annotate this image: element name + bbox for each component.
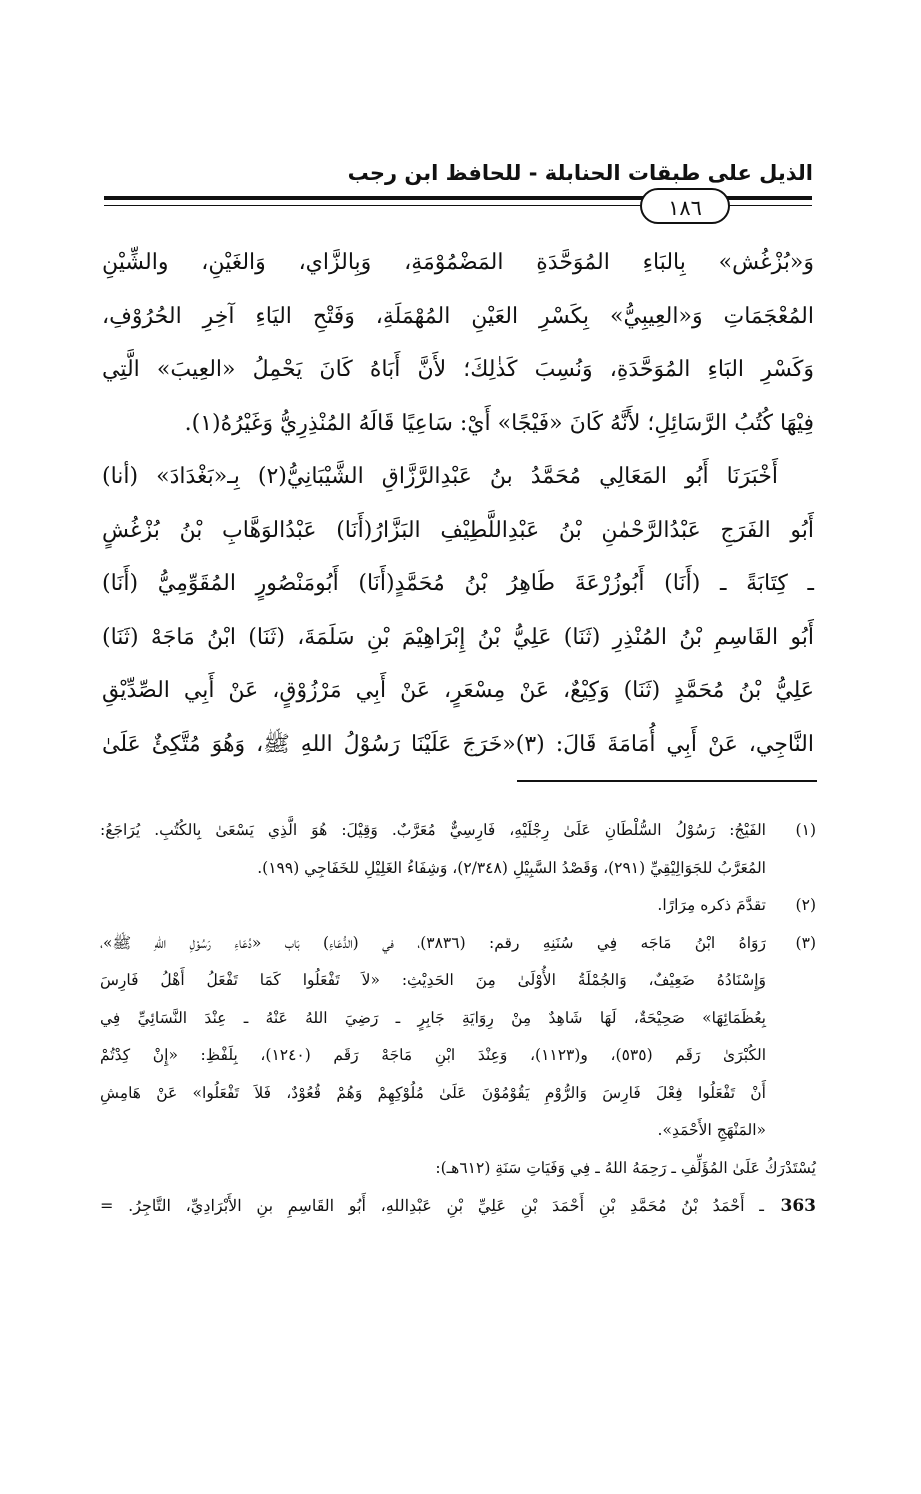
entry-number: 363 (780, 1196, 816, 1216)
paragraph-line: المُعْجَمَاتِ وَ«العِيبِيُّ» بِكَسْرِ العَيْنِ المُهْمَلَةِ، وَفَتْحِ اليَاءِ آخِرِ الحُرُوْفِ، (102, 303, 814, 329)
footnote-text (100, 925, 766, 1150)
entry-text: ـ أَحْمَدُ بْنُ مُحَمَّدِ بْنِ أَحْمَدَ بْنِ عَلِيِّ بْنِ عَبْدِاللهِ، أَبُو القَاسِمِ بنِ الأَبْرَادِيِّ، التَّاجِرُ. = (100, 1196, 764, 1215)
footnote-line: رَوَاهُ ابْنُ مَاجَه فِي سُنَنِهِ رقم: (٣٨٣٦)، في (الدُّعَاءِ) بَاب «دُعَاءِ رَسُوْلِ اللهِ ﷺ»، (100, 933, 766, 952)
addendum-entry (100, 1187, 816, 1225)
footnote-line: الفَيْجُ: رَسُوْلُ السُّلْطَانِ عَلَىٰ رِجْلَيْهِ، فَارِسِيٌّ مُعَرَّبٌ. وَقِيْلَ: هُوَ الَّذِي يَسْعَىٰ بِالكُتُبِ. يُرَاجَعُ: (100, 821, 766, 839)
footnote-line: «المَنْهَجِ الأَحْمَدِ». (657, 1121, 766, 1139)
paragraph-line: أَبُو الفَرَجِ عَبْدُالرَّحْمٰنِ بْنُ عَبْدِاللَّطِيْفِ البَزَّارُ(أَنَا) عَبْدُالوَهَّابِ بْنُ بُزْغُشٍ (102, 517, 814, 543)
paragraph-line: وَ«بُزْغُش» بِالبَاءِ المُوَحَّدَةِ المَضْمُوْمَةِ، وَبِالزَّاي، وَالغَيْنِ، والشِّيْنِ (102, 250, 814, 275)
footnotes (100, 812, 816, 1225)
footnote-line: المُعَرَّبُ للجَوَالِيْقِيِّ (٢٩١)، وَقَصْدُ السَّبِيْلِ (٢/٣٤٨)، وَشِفَاءُ الغَلِيْلِ للخَفَاجِي (١٩٩). (257, 858, 766, 877)
paragraph-line: وَكَسْرِ البَاءِ المُوَحَّدَةِ، وَنُسِبَ كَذٰلِكَ؛ لأَنَّ أَبَاهُ كَانَ يَحْمِلُ «العِيبَ» الَّتِي (102, 357, 814, 382)
footnote (100, 812, 816, 887)
footnote-number: (٣) (795, 933, 816, 952)
footnote-separator (517, 780, 817, 782)
running-title: الذيل على طبقات الحنابلة - للحافظ ابن رجب (347, 161, 813, 185)
paragraph-line: النَّاجِي، عَنْ أَبِي أُمَامَةَ قَالَ: (٣)«خَرَجَ عَلَيْنَا رَسُوْلُ اللهِ ﷺ، وَهُوَ مُتَّكِئٌ عَلَىٰ (102, 731, 814, 757)
main-text (102, 236, 814, 771)
addendum-heading: يُسْتَدْرَكُ عَلَىٰ المُؤَلِّفِ ـ رَحِمَهُ اللهُ ـ فِي وَفَيَاتِ سَنَةِ (٦١٢هـ): (435, 1158, 816, 1177)
paragraph-line: ـ كِتَابَةً ـ (أَنَا) أَبُوزُرْعَةَ طَاهِرُ بْنُ مُحَمَّدٍ(أَنَا) أَبُومَنْصُورٍ المُقَوِّمِيُّ (أَنَا) (102, 571, 814, 596)
paragraph-line: فِيْهَا كُتُبُ الرَّسَائِلِ؛ لأَنَّهُ كَانَ «فَيْجًا» أَيْ: سَاعِيًا قَالَهُ المُنْذِرِيُّ وَغَيْرُهُ(١). (184, 410, 814, 436)
page-number: ١٨٦ (640, 188, 730, 224)
paragraph-line: أَبُو القَاسِمِ بْنُ المُنْذِرِ (ثَنَا) عَلِيُّ بْنُ إِبْرَاهِيْمَ بْنِ سَلَمَةَ، (ثَنَا) ابْنُ مَاجَهْ (ثَنَا) (102, 624, 814, 650)
footnote-line: وَإِسْنَادُهُ ضَعِيْفٌ، وَالجُمْلَةُ الأُوْلَىٰ مِنَ الحَدِيْثِ: «لاَ تَفْعَلُوا كَمَا تَفْعَلُ أَهْلُ فَارِسَ (100, 971, 766, 989)
paragraph-line: عَلِيُّ بْنُ مُحَمَّدٍ (ثَنَا) وَكِيْعٌ، عَنْ مِسْعَرٍ، عَنْ أَبِي مَرْزُوْقٍ، عَنْ أَبِي الصِّدِّيْقِ (102, 678, 814, 703)
footnote-number: (٢) (795, 896, 816, 914)
paragraph-line: أَخْبَرَنَا أَبُو المَعَالِي مُحَمَّدُ بنُ عَبْدِالرَّزَّاقِ الشَّيْبَانِيُّ(٢) بِـ«بَغْدَادَ» (أنا) (102, 464, 778, 489)
footnote-line: أَنْ تَفْعَلُوا فِعْلَ فَارِسَ وَالرُّوْمِ يَقُوْمُوْنَ عَلَىٰ مُلُوْكِهِمْ وَهُمْ قُعُوْدٌ، فَلاَ تَفْعَلُوا» عَنْ هَامِشِ (100, 1083, 766, 1102)
footnote (100, 887, 816, 925)
footnote (100, 925, 816, 1150)
footnote-number: (١) (795, 821, 816, 839)
footnote-text (100, 887, 766, 925)
footnote-line: تقدَّمَ ذكره مِرَارًا. (657, 896, 766, 914)
footnote-line: الكُبْرَىٰ رَقَم (٥٣٥)، و(١١٢٣)، وَعِنْدَ ابْنِ مَاجَهْ رَقَم (١٢٤٠)، بِلَفْظِ: «إِنْ كِدْتُمْ (100, 1046, 767, 1064)
footnote-text (100, 812, 766, 887)
footnote-line: بِعُظَمَائِهَا» صَحِيْحَةٌ، لَهَا شَاهِدٌ مِنْ رِوَايَةِ جَابِرٍ ـ رَضِيَ اللهُ عَنْهُ ـ عِنْدَ النَّسَائِيِّ فِي (100, 1008, 766, 1027)
